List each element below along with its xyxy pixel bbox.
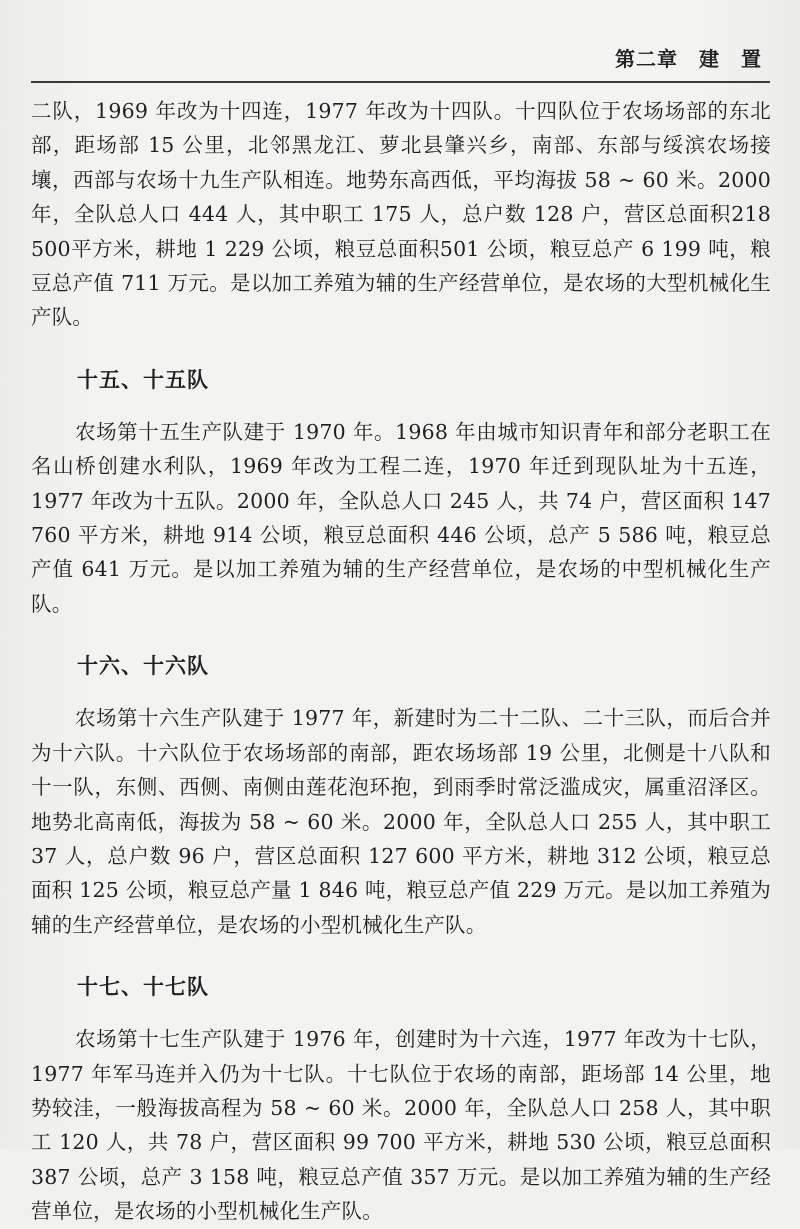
paragraph-team-16: 农场第十六生产队建于 1977 年，新建时为二十二队、二十三队，而后合并为十六队。十六队位于农场场部的南部，距农场场部 19 公里，北侧是十八队和十一队，东侧、西侧、南侧由莲花泡环抱，到雨季时常泛滥成灾，属重沼泽区。地势北高南低，海拔为 58 ~ 60 米。2000 年，全队总人口 255 人，其中职工 37 人，总户数 96 户，营区总面积 127 600 平方米，耕地 312 公顷，粮豆总面积 125 公顷，粮豆总产量 1 846 吨，粮豆总产值 229 万元。是以加工养殖为辅的生产经营单位，是农场的小型机械化生产队。: [31, 706, 771, 937]
header-rule: [31, 81, 770, 83]
paragraph-team-15: 农场第十五生产队建于 1970 年。1968 年由城市知识青年和部分老职工在名山桥创建水利队，1969 年改为工程二连，1970 年迁到现队址为十五连，1977 年改为十五队。2000 年，全队总人口 245 人，共 74 户，营区面积 147 760 平方米，耕地 914 公顷，粮豆总面积 446 公顷，总产 5 586 吨，粮豆总产值 641 万元。是以加工养殖为辅的生产经营单位，是农场的中型机械化生产队。: [31, 419, 771, 616]
section-heading-team-17: 十七、十七队: [77, 975, 209, 1000]
section-heading-team-15: 十五、十五队: [77, 367, 209, 392]
running-head-chapter-title: 第二章 建 置: [615, 47, 762, 71]
paragraph-team-14-continued: 二队，1969 年改为十四连，1977 年改为十四队。十四队位于农场场部的东北部，距场部 15 公里，北邻黑龙江、萝北县肇兴乡，南部、东部与绥滨农场接壤，西部与农场十九生产队相连。地势东高西低，平均海拔 58 ~ 60 米。2000 年，全队总人口 444 人，其中职工 175 人，总户数 128 户，营区总面积218 500平方米，耕地 1 229 公顷，粮豆总面积501 公顷，粮豆总产 6 199 吨，粮豆总产值 711 万元。是以加工养殖为辅的生产经营单位，是农场的大型机械化生产队。: [31, 99, 771, 330]
section-heading-team-16: 十六、十六队: [77, 654, 209, 679]
paragraph-team-17: 农场第十七生产队建于 1976 年，创建时为十六连，1977 年改为十七队，1977 年军马连并入仍为十七队。十七队位于农场的南部，距场部 14 公里，地势较洼，一般海拔高程为 58 ~ 60 米。2000 年，全队总人口 258 人，其中职工 120 人，共 78 户，营区面积 99 700 平方米，耕地 530 公顷，粮豆总面积 387 公顷，总产 3 158 吨，粮豆总产值 357 万元。是以加工养殖为辅的生产经营单位，是农场的小型机械化生产队。: [31, 1027, 771, 1224]
page-body: [31, 94, 771, 1229]
